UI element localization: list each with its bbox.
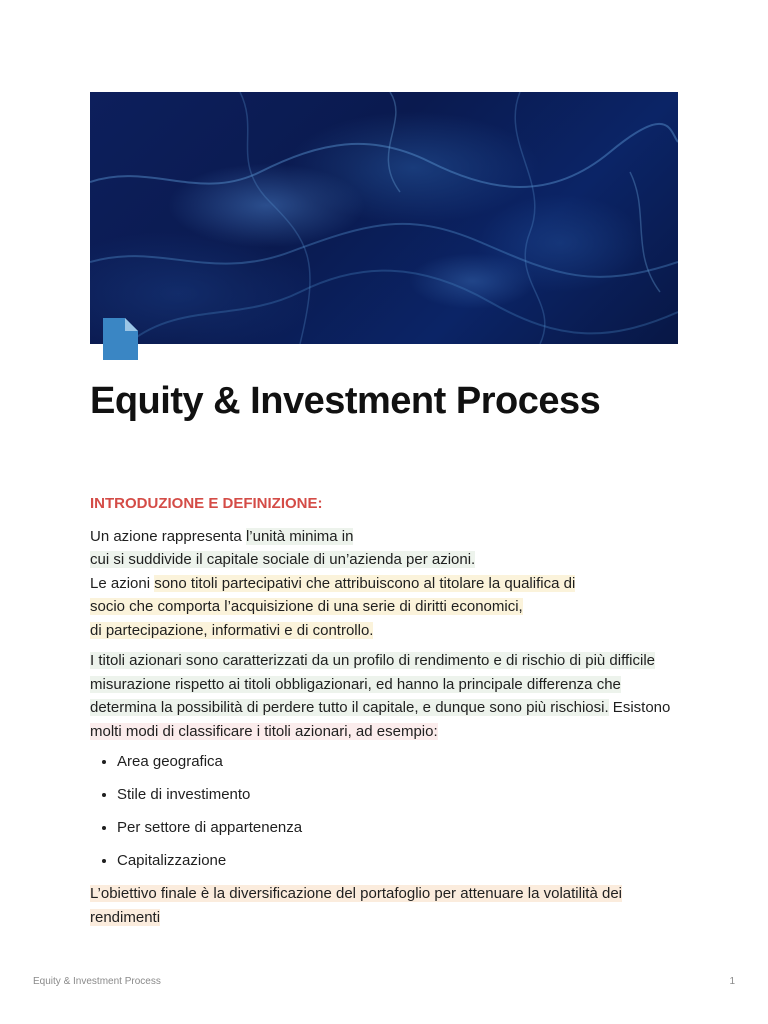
cover-image (90, 92, 678, 344)
highlight-titles-a: sono titoli partecipativi che attribuiscono al titolare la qualifica di (154, 574, 576, 592)
conclusion-paragraph (90, 882, 680, 929)
highlight-titles-b: socio che comporta l’acquisizione di una serie di diritti economici, (90, 598, 523, 615)
intro-text-b: Le azioni (90, 574, 155, 592)
highlight-titles-c: di partecipazione, informativi e di controllo. (90, 621, 374, 639)
highlight-classify: molti modi di classificare i titoli azionari, ad esempio: (90, 722, 438, 740)
intro-paragraph (90, 525, 680, 643)
page-number: 1 (729, 976, 735, 987)
highlight-capital: cui si suddivide il capitale sociale di un’azienda per azioni. (90, 551, 476, 568)
risk-paragraph (90, 649, 680, 743)
list-item: • Per settore di appartenenza (117, 816, 680, 840)
section-heading: INTRODUZIONE E DEFINIZIONE: (90, 495, 323, 512)
intro-text-a: Un azione rappresenta (90, 527, 246, 545)
list-item: • Stile di investimento (117, 783, 680, 807)
highlight-conclusion: L’obiettivo finale è la diversificazione del portafoglio per attenuare la volatilità dei rendimenti (90, 885, 622, 926)
list-item: • Capitalizzazione (117, 849, 680, 873)
list-item: • Area geografica (117, 750, 680, 774)
classification-list (90, 750, 680, 873)
highlight-unit: l’unità minima in (245, 527, 354, 545)
risk-text: Esistono (608, 699, 671, 716)
page-title: Equity & Investment Process (90, 380, 601, 422)
document-icon (103, 318, 138, 360)
highlight-risk: I titoli azionari sono caratterizzati da un profilo di rendimento e di rischio di più difficile misurazione rispetto ai titoli obbligazionari, ed hanno la principale differenza che determina la possibilità di perdere tutto il capitale, e dunque sono più rischiosi. (90, 652, 656, 716)
document-body (90, 492, 680, 936)
footer-title: Equity & Investment Process (33, 976, 161, 987)
